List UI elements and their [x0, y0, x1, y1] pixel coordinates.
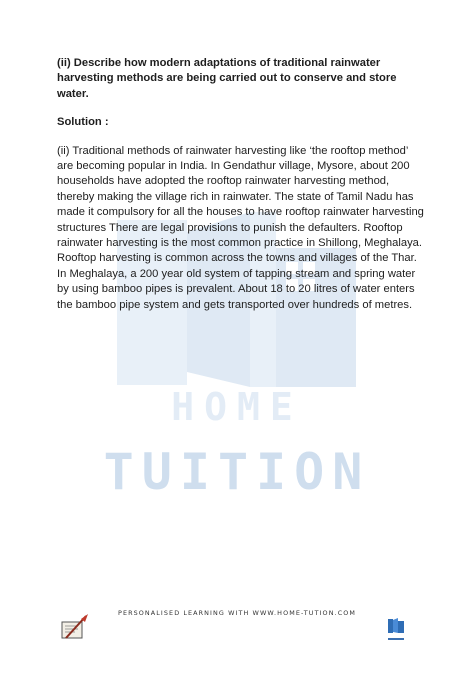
quill-pen-icon [60, 613, 90, 641]
question-heading: (ii) Describe how modern adaptations of traditional rainwater harvesting methods are being carried out to conserve and store water. [57, 57, 397, 100]
footer-text: PERSONALISED LEARNING WITH WWW.HOME-TUTION.COM [117, 609, 357, 617]
watermark-text-home: HOME [171, 385, 303, 429]
document-body [57, 56, 427, 313]
watermark-text-tuition: TUITION [103, 443, 371, 501]
answer-paragraph: (ii) Traditional methods of rainwater harvesting like ‘the rooftop method’ are becoming popular in India. In Gendathur village, Mysore, about 200 households have adopted the rooftop rainwater harvesting method, thereby making the village rich in rainwater. The state of Tamil Nadu has made it compulsory for all the houses to have rooftop rainwater harvesting structures There are legal provisions to punish the defaulters. Rooftop rainwater harvesting is the most common practice in Shillong, Meghalaya. Rooftop harvesting is common across the towns and villages of the Thar. In Meghalaya, a 200 year old system of tapping stream and spring water by using bamboo pipes is prevalent. About 18 to 20 litres of water enters the bamboo pipe system and gets transported over hundreds of metres. [57, 144, 424, 311]
home-tuition-logo-icon [386, 613, 406, 639]
solution-label: Solution : [57, 116, 109, 129]
footer-logo-caption [382, 637, 410, 643]
footer-logo-caption-mark [382, 637, 410, 642]
